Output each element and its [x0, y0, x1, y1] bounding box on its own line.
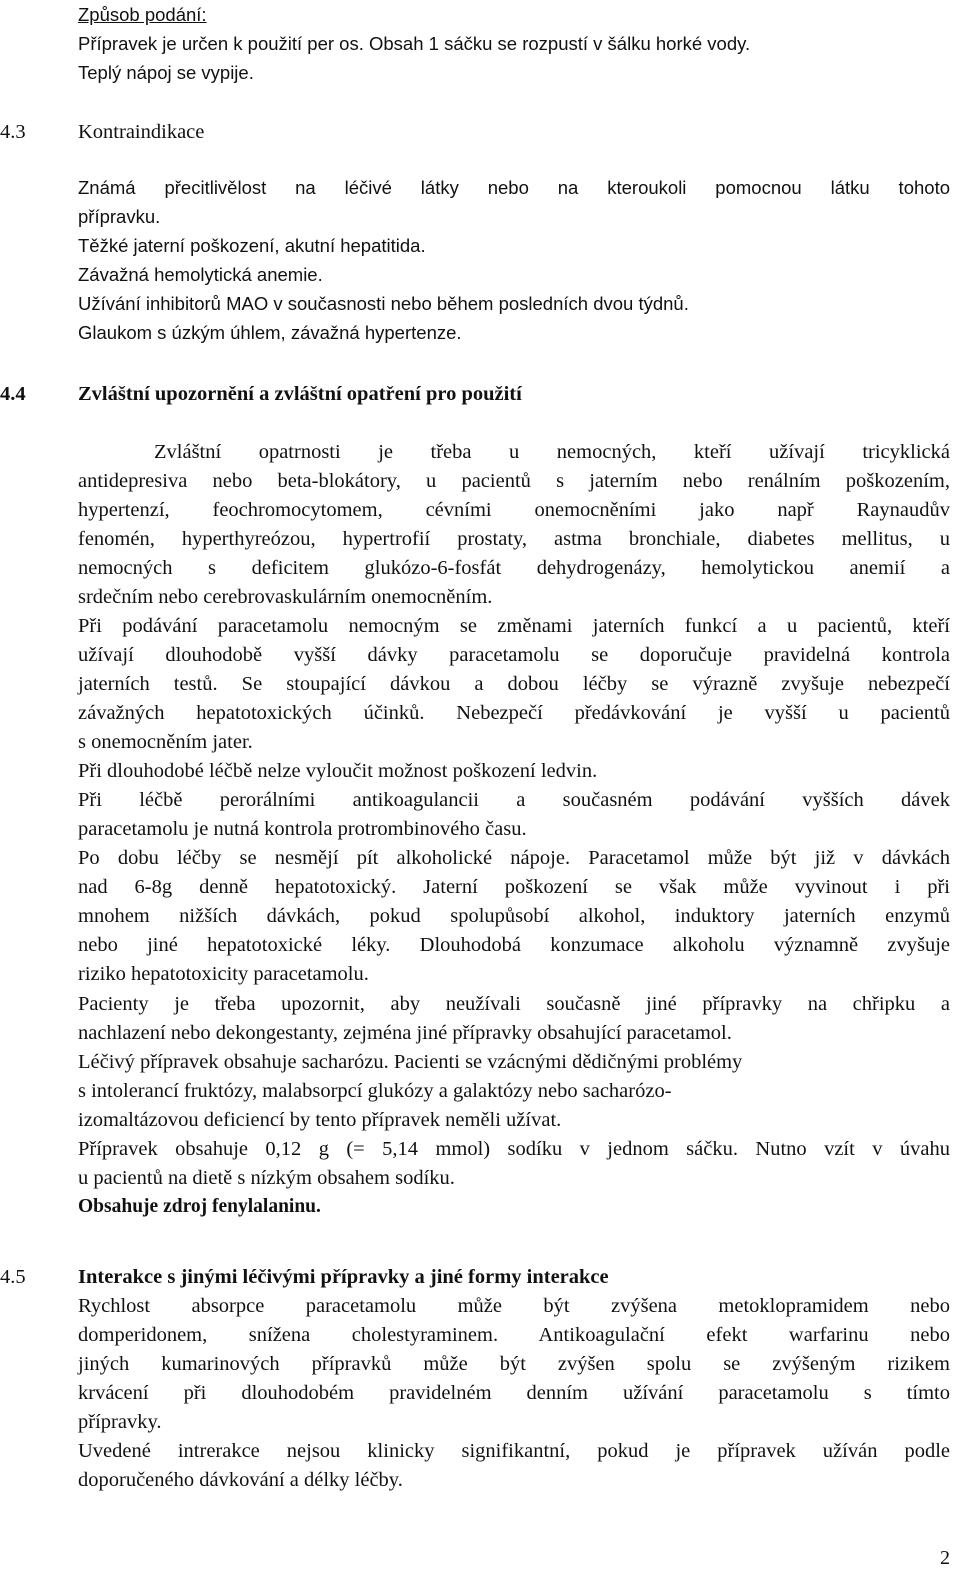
paragraph-line: jaterních testů. Se stoupající dávkou a dobou léčby se výrazně zvyšuje nebezpečí: [78, 673, 950, 695]
paragraph-line: Při dlouhodobé léčbě nelze vyloučit možnost poškození ledvin.: [78, 760, 598, 782]
paragraph-line: hypertenzí, feochromocytomem, cévními onemocněními jako např Raynaudův: [78, 499, 950, 521]
paragraph-line: nebo jiné hepatotoxické léky. Dlouhodobá konzumace alkoholu významně zvyšuje: [78, 934, 950, 956]
paragraph-line: doporučeného dávkování a délky léčby.: [78, 1469, 403, 1491]
section-number: 4.4: [0, 383, 26, 405]
paragraph-line: užívají dlouhodobě vyšší dávky paracetamolu se doporučuje pravidelná kontrola: [78, 644, 950, 666]
page-number: 2: [940, 1547, 950, 1569]
paragraph-line: Pacienty je třeba upozornit, aby neužívali současně jiné přípravky na chřipku a: [78, 993, 950, 1015]
paragraph-line: Po dobu léčby se nesmějí pít alkoholické nápoje. Paracetamol může být již v dávkách: [78, 847, 950, 869]
phenylalanine-warning: Obsahuje zdroj fenylalaninu.: [78, 1196, 321, 1217]
paragraph-line: závažných hepatotoxických účinků. Nebezpečí předávkování je vyšší u pacientů: [78, 702, 950, 724]
contraindication-line: Užívání inhibitorů MAO v současnosti nebo během posledních dvou týdnů.: [78, 293, 689, 314]
contraindication-line: přípravku.: [78, 206, 161, 227]
paragraph-line: srdečním nebo cerebrovaskulárním onemocněním.: [78, 586, 493, 608]
paragraph-line: paracetamolu je nutná kontrola protrombinového času.: [78, 818, 527, 840]
section-title: Zvláštní upozornění a zvláštní opatření pro použití: [78, 383, 522, 405]
section-number: 4.5: [0, 1266, 26, 1288]
paragraph-line: nad 6-8g denně hepatotoxický. Jaterní poškození se však může vyvinout i při: [78, 876, 950, 898]
method-heading: Způsob podání:: [78, 4, 207, 25]
paragraph-line: Při podávání paracetamolu nemocným se změnami jaterních funkcí a u pacientů, kteří: [78, 615, 950, 637]
paragraph-line: mnohem nižších dávkách, pokud spolupůsobí alkohol, induktory jaterních enzymů: [78, 905, 950, 927]
section-title: Interakce s jinými léčivými přípravky a jiné formy interakce: [78, 1266, 609, 1288]
paragraph-line: s onemocněním jater.: [78, 731, 253, 753]
paragraph-line: nemocných s deficitem glukózo-6-fosfát dehydrogenázy, hemolytickou anemií a: [78, 557, 950, 579]
section-number: 4.3: [0, 121, 26, 143]
paragraph-line: Zvláštní opatrnosti je třeba u nemocných, kteří užívají tricyklická: [154, 441, 950, 463]
paragraph-line: antidepresiva nebo beta-blokátory, u pacientů s jaterním nebo renálním poškozením,: [78, 470, 950, 492]
contraindication-line: Závažná hemolytická anemie.: [78, 264, 323, 285]
paragraph-line: Při léčbě perorálními antikoagulancii a současném podávání vyšších dávek: [78, 789, 950, 811]
paragraph-line: Přípravek obsahuje 0,12 g (= 5,14 mmol) sodíku v jednom sáčku. Nutno vzít v úvahu: [78, 1138, 950, 1160]
section-title: Kontraindikace: [78, 121, 205, 143]
paragraph-line: u pacientů na dietě s nízkým obsahem sodíku.: [78, 1167, 455, 1189]
paragraph-line: Léčivý přípravek obsahuje sacharózu. Pacienti se vzácnými dědičnými problémy: [78, 1051, 743, 1073]
paragraph-line: domperidonem, snížena cholestyraminem. Antikoagulační efekt warfarinu nebo: [78, 1324, 950, 1346]
paragraph-line: Rychlost absorpce paracetamolu může být zvýšena metoklopramidem nebo: [78, 1295, 950, 1317]
contraindication-line: Těžké jaterní poškození, akutní hepatitida.: [78, 235, 426, 256]
paragraph-line: riziko hepatotoxicity paracetamolu.: [78, 963, 369, 985]
paragraph-line: nachlazení nebo dekongestanty, zejména jiné přípravky obsahující paracetamol.: [78, 1022, 732, 1044]
contraindication-line: Známá přecitlivělost na léčivé látky nebo na kteroukoli pomocnou látku tohoto: [78, 177, 950, 198]
paragraph-line: izomaltázovou deficiencí by tento přípravek neměli užívat.: [78, 1109, 562, 1131]
paragraph-line: jiných kumarinových přípravků může být zvýšen spolu se zvýšeným rizikem: [78, 1353, 950, 1375]
method-line-2: Teplý nápoj se vypije.: [78, 62, 254, 83]
paragraph-line: fenomén, hyperthyreózou, hypertrofií prostaty, astma bronchiale, diabetes mellitus, u: [78, 528, 950, 550]
paragraph-line: s intolerancí fruktózy, malabsorpcí glukózy a galaktózy nebo sacharózo-: [78, 1080, 672, 1102]
method-line-1: Přípravek je určen k použití per os. Obsah 1 sáčku se rozpustí v šálku horké vody.: [78, 33, 751, 54]
contraindication-line: Glaukom s úzkým úhlem, závažná hypertenze.: [78, 322, 462, 343]
paragraph-line: přípravky.: [78, 1411, 162, 1433]
paragraph-line: krvácení při dlouhodobém pravidelném denním užívání paracetamolu s tímto: [78, 1382, 950, 1404]
paragraph-line: Uvedené intrerakce nejsou klinicky signifikantní, pokud je přípravek užíván podle: [78, 1440, 950, 1462]
